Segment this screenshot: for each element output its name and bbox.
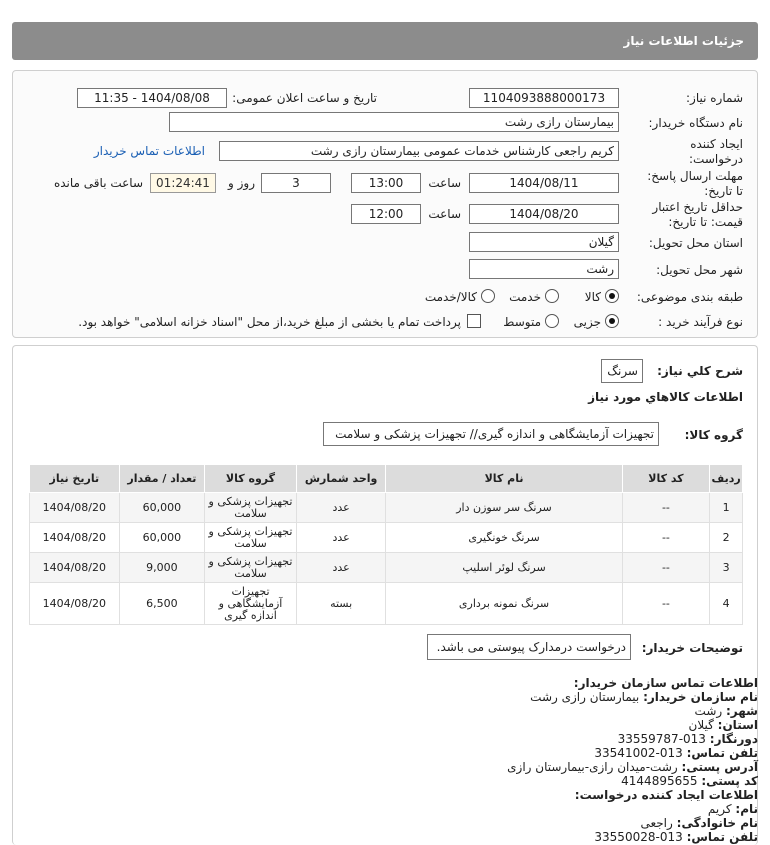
announce-label: تاریخ و ساعت اعلان عمومی: (232, 91, 377, 105)
col-qty: تعداد / مقدار (119, 465, 205, 493)
validity-time-field: 12:00 (351, 204, 421, 224)
creator-field: کریم راجعی کارشناس خدمات عمومی بیمارستان رازی رشت (219, 141, 619, 161)
purchase-radio-minor[interactable] (605, 314, 619, 328)
treasury-payment-checkbox[interactable] (467, 314, 481, 328)
goods-table-header (30, 465, 743, 493)
creator-last-name: نام خانوادگی: راجعی (640, 816, 758, 830)
buyer-org-field: بیمارستان رازی رشت (169, 112, 619, 132)
category-radio-both[interactable] (481, 289, 495, 303)
contact-phone: تلفن تماس: 013-33541002 (594, 746, 758, 760)
contact-address: آدرس پستی: رشت-میدان رازی-بیمارستان رازی (507, 760, 758, 774)
row-date: 1404/08/20 (30, 493, 120, 523)
contact-fax: دورنگار: 013-33559787 (617, 732, 758, 746)
row-code: -- (622, 583, 710, 625)
category-option-service: خدمت (509, 290, 541, 304)
row-unit: عدد (296, 553, 386, 583)
table-row (30, 583, 743, 625)
purchase-radio-medium[interactable] (545, 314, 559, 328)
deadline-label-2: تا تاریخ: (704, 184, 743, 198)
deadline-time-field: 13:00 (351, 173, 421, 193)
validity-label-2: قیمت: تا تاریخ: (668, 215, 743, 229)
page-header (12, 22, 758, 60)
col-unit: واحد شمارش (296, 465, 386, 493)
category-option-both: کالا/خدمت (424, 290, 477, 304)
row-index: 4 (710, 583, 743, 625)
creator-label-1: ایجاد کننده (690, 137, 743, 151)
need-details-panel (12, 70, 758, 338)
row-group: تجهیزات پزشکی و سلامت (205, 553, 297, 583)
goods-info-title: اطلاعات کالاهاي مورد نياز (588, 390, 743, 404)
creator-phone: تلفن تماس: 013-33550028 (594, 830, 758, 844)
contact-province: استان: گیلان (688, 718, 758, 732)
deadline-label-1: مهلت ارسال پاسخ: (647, 169, 743, 183)
row-code: -- (622, 553, 710, 583)
row-unit: بسته (296, 583, 386, 625)
need-number-label: شماره نیاز: (686, 91, 743, 105)
contact-postal: کد پستی: 4144895655 (621, 774, 758, 788)
row-name: سرنگ سر سوزن دار (386, 493, 622, 523)
category-radio-goods[interactable] (605, 289, 619, 303)
buyer-contact-link[interactable]: اطلاعات تماس خریدار (93, 144, 205, 158)
contact-org: نام سازمان خریدار: بیمارستان رازی رشت (530, 690, 758, 704)
contact-city: شهر: رشت (694, 704, 758, 718)
row-qty: 60,000 (119, 523, 205, 553)
contact-title: اطلاعات تماس سازمان خریدار: (573, 676, 758, 690)
treasury-payment-note: پرداخت تمام یا بخشی از مبلغ خرید،از محل "اسناد خزانه اسلامی" خواهد بود. (78, 315, 461, 329)
creator-info-title: اطلاعات ایجاد کننده درخواست: (574, 788, 758, 802)
table-row (30, 523, 743, 553)
table-row (30, 493, 743, 523)
city-field: رشت (469, 259, 619, 279)
need-number-field: 1104093888000173 (469, 88, 619, 108)
goods-group-field: تجهیزات آزمایشگاهی و اندازه گیری// تجهیزات پزشکی و سلامت (323, 422, 659, 446)
province-label: استان محل تحویل: (648, 236, 743, 250)
row-group: تجهیزات پزشکی و سلامت (205, 523, 297, 553)
category-option-goods: کالا (584, 290, 601, 304)
days-word: روز و (228, 176, 255, 190)
col-date: تاریخ نیاز (30, 465, 120, 493)
row-code: -- (622, 523, 710, 553)
remaining-timer: 01:24:41 (150, 173, 216, 193)
row-name: سرنگ لوئر اسلیپ (386, 553, 622, 583)
row-qty: 60,000 (119, 493, 205, 523)
remaining-word: ساعت باقی مانده (53, 176, 143, 190)
validity-label-1: حداقل تاریخ اعتبار (652, 200, 743, 214)
need-description-label: شرح کلي نياز: (657, 364, 743, 378)
need-description-field: سرنگ (601, 359, 643, 383)
table-row (30, 553, 743, 583)
col-group: گروه کالا (205, 465, 297, 493)
col-index: ردیف (710, 465, 743, 493)
deadline-time-label: ساعت (428, 176, 461, 190)
row-name: سرنگ خونگیری (386, 523, 622, 553)
row-index: 2 (710, 523, 743, 553)
validity-date-field: 1404/08/20 (469, 204, 619, 224)
row-group: تجهیزات آزمایشگاهی و اندازه گیری (205, 583, 297, 625)
goods-group-label: گروه کالا: (684, 428, 743, 442)
creator-first-name: نام: کریم (707, 802, 758, 816)
province-field: گیلان (469, 232, 619, 252)
row-unit: عدد (296, 493, 386, 523)
row-name: سرنگ نمونه برداری (386, 583, 622, 625)
category-radio-service[interactable] (545, 289, 559, 303)
purchase-option-minor: جزیی (573, 315, 601, 329)
col-name: نام کالا (386, 465, 622, 493)
purchase-type-label: نوع فرآیند خرید : (658, 315, 743, 329)
buyer-notes-field: درخواست درمدارک پیوستی می باشد. (427, 634, 631, 660)
row-qty: 6,500 (119, 583, 205, 625)
row-date: 1404/08/20 (30, 523, 120, 553)
buyer-notes-label: توضیحات خریدار: (641, 641, 743, 655)
row-date: 1404/08/20 (30, 583, 120, 625)
validity-time-label: ساعت (428, 207, 461, 221)
buyer-org-label: نام دستگاه خریدار: (648, 116, 743, 130)
row-index: 3 (710, 553, 743, 583)
row-date: 1404/08/20 (30, 553, 120, 583)
city-label: شهر محل تحویل: (656, 263, 743, 277)
category-label: طبقه بندی موضوعی: (636, 290, 743, 304)
row-unit: عدد (296, 523, 386, 553)
creator-label-2: درخواست: (689, 152, 743, 166)
row-code: -- (622, 493, 710, 523)
purchase-option-medium: متوسط (503, 315, 541, 329)
goods-table (29, 464, 743, 625)
row-index: 1 (710, 493, 743, 523)
announce-field: 1404/08/08 - 11:35 (77, 88, 227, 108)
deadline-date-field: 1404/08/11 (469, 173, 619, 193)
days-field: 3 (261, 173, 331, 193)
page-title: جزئیات اطلاعات نیاز (623, 34, 744, 48)
col-code: کد کالا (622, 465, 710, 493)
row-qty: 9,000 (119, 553, 205, 583)
row-group: تجهیزات پزشکی و سلامت (205, 493, 297, 523)
